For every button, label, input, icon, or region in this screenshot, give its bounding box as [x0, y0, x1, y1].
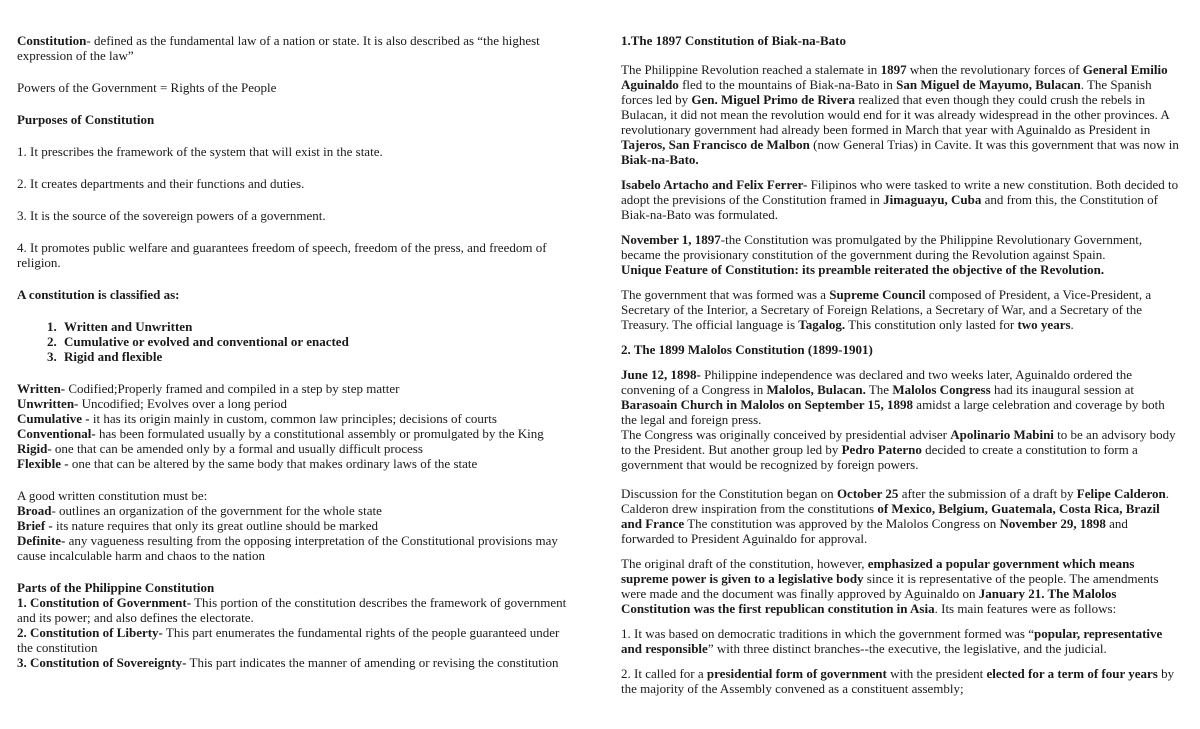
- definition-rigid: Rigid- one that can be amended only by a formal and usually difficult process: [17, 441, 423, 456]
- section-1897-heading: 1.The 1897 Constitution of Biak-na-Bato: [621, 33, 846, 48]
- good-intro: A good written constitution must be:: [17, 488, 208, 503]
- paragraph-congress-mabini: The Congress was originally conceived by presidential adviser Apolinario Mabini to be an advisory body to the President. But another group led by Pedro Paterno decided to create a constitution to form a government that would be recognized by foreign powers.: [621, 427, 1176, 472]
- purpose-item: 1. It prescribes the framework of the system that will exist in the state.: [17, 144, 383, 159]
- paragraph-artacho-ferrer: Isabelo Artacho and Felix Ferrer- Filipinos who were tasked to write a new constitution. Both decided to adopt the previsions of the Constitution framed in Jimaguayu, Cuba and from this, the Constitution of Biak-na-Bato was formulated.: [621, 177, 1179, 222]
- left-column: [17, 33, 577, 670]
- definition-cumulative: Cumulative - it has its origin mainly in custom, common law principles; decisions of courts: [17, 411, 497, 426]
- parts-heading: Parts of the Philippine Constitution: [17, 580, 215, 595]
- paragraph-discussion: Discussion for the Constitution began on October 25 after the submission of a draft by Felipe Calderon. Calderon drew inspiration from the constitutions of Mexico, Belgium, Guatemala, Costa Rica, Brazil and France The constitution was approved by the Malolos Congress on November 29, 1898 and forwarded to President Aguinaldo for approval.: [621, 486, 1169, 546]
- definition-flexible: Flexible - one that can be altered by the same body that makes ordinary laws of the state: [17, 456, 478, 471]
- classification-list: [17, 319, 577, 364]
- parts-section: [17, 580, 577, 670]
- purpose-item: 3. It is the source of the sovereign powers of a government.: [17, 208, 326, 223]
- good-brief: Brief - its nature requires that only its great outline should be marked: [17, 518, 379, 533]
- classification-item: 3. Rigid and flexible: [60, 349, 577, 364]
- paragraph-june-1898: June 12, 1898- Philippine independence was declared and two weeks later, Aguinaldo ordered the convening of a Congress in Malolos, Bulacan. The Malolos Congress had its inaugural session at Barasoain Church in Malolos on September 15, 1898 amidst a large celebration and coverage by both the legal and foreign press.: [621, 367, 1165, 427]
- part-government: 1. Constitution of Government- This portion of the constitution describes the framework of government and its power; and also defines the electorate.: [17, 595, 567, 625]
- paragraph-original-draft: The original draft of the constitution, however, emphasized a popular government which means supreme power is given to a legislative body since it is representative of the people. The amendments were made and the document was finally approved by Aguinaldo on January 21. The Malolos Constitution was the first republican constitution in Asia. Its main features were as follows:: [621, 556, 1159, 616]
- classification-item: 1. Written and Unwritten: [60, 319, 577, 334]
- right-column: [621, 33, 1183, 696]
- constitution-definition: Constitution- defined as the fundamental law of a nation or state. It is also described as “the highest expression of the law”: [17, 33, 540, 63]
- feature-democratic: 1. It was based on democratic traditions in which the government formed was “popular, representative and responsible” with three distinct branches--the executive, the legislative, and the judicial.: [621, 626, 1163, 656]
- feature-presidential: 2. It called for a presidential form of government with the president elected for a term of four years by the majority of the Assembly convened as a constituent assembly;: [621, 666, 1175, 696]
- paragraph-supreme-council: The government that was formed was a Supreme Council composed of President, a Vice-President, a Secretary of the Interior, a Secretary of Foreign Relations, a Secretary of War, and a Secretary of the Treasury. The official language is Tagalog. This constitution only lasted for two years.: [621, 287, 1152, 332]
- part-liberty: 2. Constitution of Liberty- This part enumerates the fundamental rights of the people guaranteed under the constitution: [17, 625, 560, 655]
- good-definite: Definite- any vagueness resulting from the opposing interpretation of the Constitutional provisions may cause incalculable harm and chaos to the nation: [17, 533, 558, 563]
- purposes-heading: Purposes of Constitution: [17, 112, 155, 127]
- purpose-item: 4. It promotes public welfare and guarantees freedom of speech, freedom of the press, and freedom of religion.: [17, 240, 547, 270]
- paragraph-november-1897: November 1, 1897-the Constitution was promulgated by the Philippine Revolutionary Government, became the provisionary constitution of the government during the Revolution against Spain.: [621, 232, 1143, 262]
- classification-item: 2. Cumulative or evolved and conventional or enacted: [60, 334, 577, 349]
- definition-written: Written- Codified;Properly framed and compiled in a step by step matter: [17, 381, 400, 396]
- classified-heading: A constitution is classified as:: [17, 287, 180, 302]
- good-constitution: [17, 488, 577, 563]
- good-broad: Broad- outlines an organization of the government for the whole state: [17, 503, 382, 518]
- definition-conventional: Conventional- has been formulated usually by a constitutional assembly or promulgated by the King: [17, 426, 544, 441]
- type-definitions: [17, 381, 577, 471]
- powers-statement: Powers of the Government = Rights of the People: [17, 80, 277, 95]
- definition-unwritten: Unwritten- Uncodified; Evolves over a long period: [17, 396, 288, 411]
- purpose-item: 2. It creates departments and their functions and duties.: [17, 176, 305, 191]
- unique-feature: Unique Feature of Constitution: its preamble reiterated the objective of the Revolution.: [621, 262, 1105, 277]
- paragraph-stalemate: The Philippine Revolution reached a stalemate in 1897 when the revolutionary forces of General Emilio Aguinaldo fled to the mountains of Biak-na-Bato in San Miguel de Mayumo, Bulacan. The Spanish forces led by Gen. Miguel Primo de Rivera realized that even though they could crush the rebels in Bulacan, it did not mean the revolution would end for it was already widespread in the other provinces. A revolutionary government had already been formed in March that year with Aguinaldo as President in Tajeros, San Francisco de Malbon (now General Trias) in Cavite. It was this government that was now in Biak-na-Bato.: [621, 62, 1179, 167]
- section-1899-heading: 2. The 1899 Malolos Constitution (1899-1901): [621, 342, 873, 357]
- part-sovereignty: 3. Constitution of Sovereignty- This part indicates the manner of amending or revising the constitution: [17, 655, 559, 670]
